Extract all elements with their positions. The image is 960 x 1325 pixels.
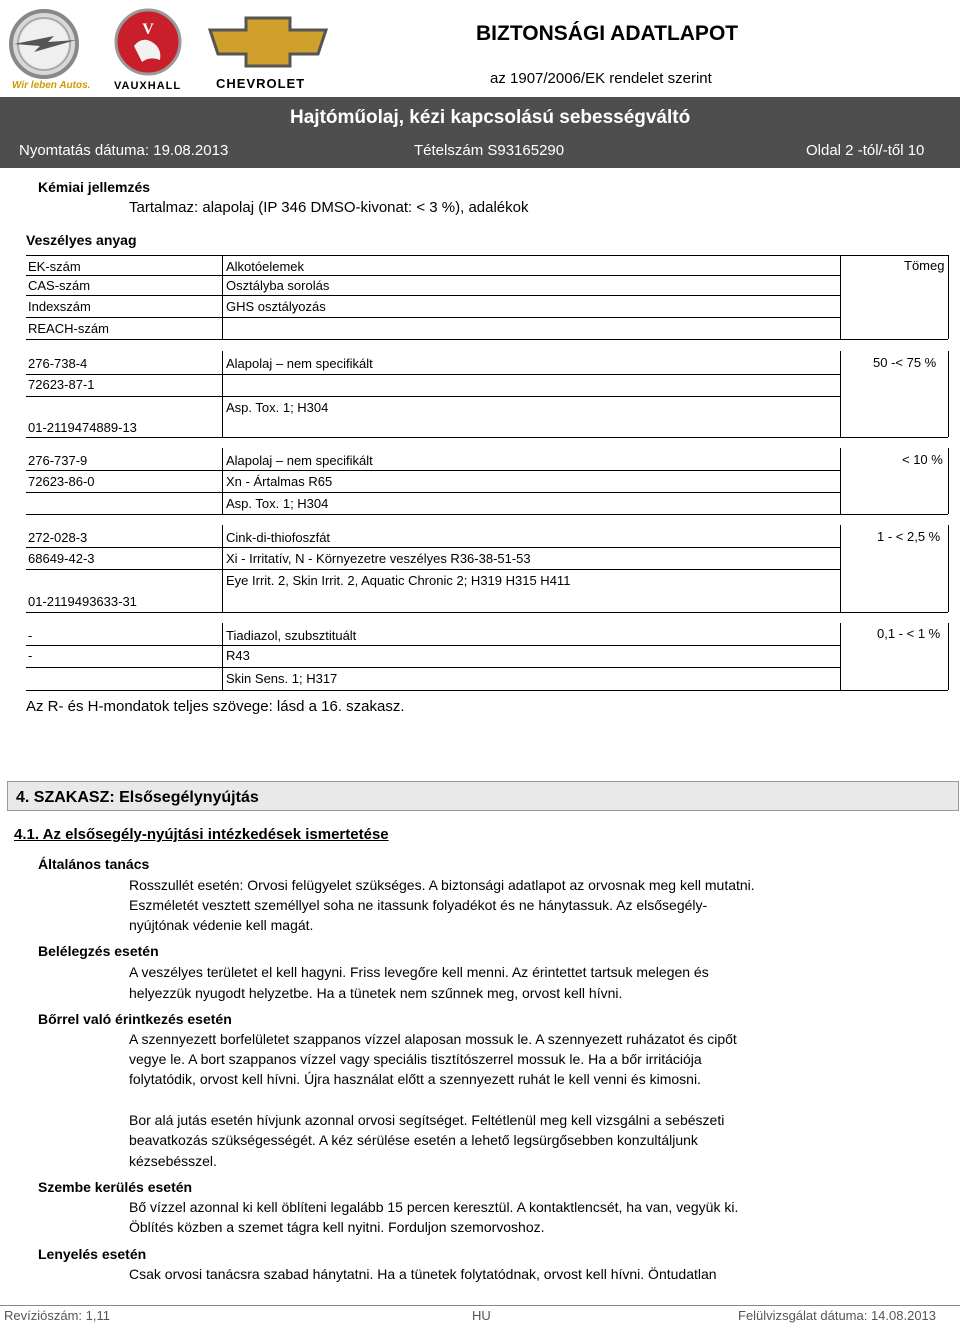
col-mass: Tömeg (904, 258, 945, 273)
revision-number: Revíziószám: 1,11 (4, 1308, 110, 1323)
table-row-3-name: Cink-di-thiofoszfát (226, 530, 331, 545)
table-row-2-name: Alapolaj – nem specifikált (226, 453, 373, 468)
table-row-2-mass: < 10 % (902, 452, 943, 467)
hazardous-heading: Veszélyes anyag (26, 232, 137, 248)
table-row-1-ek: 276-738-4 (28, 356, 88, 371)
general-advice-line-3: nyújtónak védenie kell magát. (129, 917, 314, 933)
table-row-2-ek: 276-737-9 (28, 453, 88, 468)
table-row-4-class: R43 (226, 648, 250, 663)
table-row-3-reach: 01-2119493633-31 (28, 594, 137, 609)
inhalation-line-2: helyezzük nyugodt helyzetbe. Ha a tünetek nem szűnnek meg, orvost kell hívni. (129, 985, 623, 1001)
skin-contact-line-1: A szennyezett borfelületet szappanos vízzel alaposan mossuk le. A szennyezett ruházatot és cipőt (129, 1031, 737, 1047)
table-row-4-ghs: Skin Sens. 1; H317 (226, 671, 338, 686)
skin-contact-line-6: kézsebésszel. (129, 1153, 217, 1169)
product-header-band (0, 97, 960, 168)
chemical-content: Tartalmaz: alapolaj (IP 346 DMSO-kivonat: < 3 %), adalékok (129, 199, 529, 216)
general-advice-heading: Általános tanács (38, 856, 150, 872)
col-component: Alkotóelemek (226, 259, 305, 274)
table-row-2-ghs: Asp. Tox. 1; H304 (226, 496, 329, 511)
skin-contact-line-5: beavatkozás szükségességét. A kéz sérülése esetén a lehető legsürgősebben konzultáljunk (129, 1132, 698, 1148)
col-ek: EK-szám (28, 259, 81, 274)
skin-contact-line-3: folytatódik, orvost kell hívni. Újra használat előtt a szennyezett ruhát le kell venni és kimosni. (129, 1071, 701, 1087)
hazard-statement-note: Az R- és H-mondatok teljes szövege: lásd a 16. szakasz. (26, 698, 405, 715)
print-date: Nyomtatás dátuma: 19.08.2013 (19, 142, 229, 159)
skin-contact-line-2: vegye le. A bort szappanos vízzel vagy speciális tisztítószerrel mossuk le. Ha a bőr irritációja (129, 1051, 702, 1067)
vauxhall-logo (112, 6, 184, 94)
table-row-3-cas: 68649-42-3 (28, 551, 95, 566)
chemical-heading: Kémiai jellemzés (38, 179, 151, 195)
section-4-header (7, 781, 959, 811)
table-row-4-mass: 0,1 - < 1 % (877, 626, 941, 641)
table-row-3-ek: 272-028-3 (28, 530, 88, 545)
vauxhall-wordmark: VAUXHALL (114, 80, 182, 92)
col-classification: Osztályba sorolás (226, 278, 330, 293)
eye-contact-line-1: Bő vízzel azonnal ki kell öblíteni legalább 15 percen keresztül. A kontaktlencsét, ha van, vegyük ki. (129, 1199, 739, 1215)
table-row-1-name: Alapolaj – nem specifikált (226, 356, 373, 371)
table-row-3-class: Xi - Irritatív, N - Környezetre veszélyes R36-38-51-53 (226, 551, 531, 566)
ingestion-heading: Lenyelés esetén (38, 1246, 147, 1262)
table-row-3-ghs: Eye Irrit. 2, Skin Irrit. 2, Aquatic Chronic 2; H319 H315 H411 (226, 573, 571, 588)
eye-contact-line-2: Öblítés közben a szemet tágra kell nyitni. Forduljon szemorvoshoz. (129, 1219, 545, 1235)
table-row-2-cas: 72623-86-0 (28, 474, 95, 489)
opel-logo (4, 6, 91, 94)
col-reach: REACH-szám (28, 321, 109, 336)
inhalation-heading: Belélegzés esetén (38, 943, 159, 959)
inhalation-line-1: A veszélyes területet el kell hagyni. Friss levegőre kell menni. Az érintettet tartsuk melegen és (129, 964, 709, 980)
table-row-1-reach: 01-2119474889-13 (28, 420, 137, 435)
eye-contact-heading: Szembe kerülés esetén (38, 1179, 193, 1195)
table-row-4-name: Tiadiazol, szubsztituált (226, 628, 357, 643)
ingestion-line-1: Csak orvosi tanácsra szabad hánytatni. Ha a tünetek folytatódnak, orvost kell hívni. Öntudatlan (129, 1266, 717, 1282)
col-index: Indexszám (28, 299, 91, 314)
col-ghs: GHS osztályozás (226, 299, 326, 314)
table-row-1-ghs: Asp. Tox. 1; H304 (226, 400, 329, 415)
svg-text:V: V (142, 21, 154, 38)
product-name: Hajtóműolaj, kézi kapcsolású sebességváltó (290, 107, 691, 128)
chevrolet-logo (208, 12, 328, 94)
section-4-title: 4. SZAKASZ: Elsősegélynyújtás (16, 789, 259, 806)
chevrolet-wordmark: CHEVROLET (216, 76, 306, 91)
section-4-1-subtitle: 4.1. Az elsősegély-nyújtási intézkedések ismertetése (14, 826, 389, 843)
col-cas: CAS-szám (28, 278, 91, 293)
page-number: Oldal 2 -tól/-től 10 (806, 142, 925, 159)
review-date: Felülvizsgálat dátuma: 14.08.2013 (738, 1308, 937, 1323)
table-row-4-cas: - (28, 648, 33, 663)
table-row-1-cas: 72623-87-1 (28, 377, 95, 392)
regulation-subtitle: az 1907/2006/EK rendelet szerint (490, 70, 712, 87)
table-row-4-ek: - (28, 628, 33, 643)
skin-contact-line-4: Bor alá jutás esetén hívjunk azonnal orvosi segítséget. Feltétlenül meg kell vizsgálni a sebészeti (129, 1112, 725, 1128)
skin-contact-heading: Bőrrel való érintkezés esetén (38, 1011, 232, 1027)
table-row-1-mass: 50 -< 75 % (873, 355, 937, 370)
general-advice-line-2: Eszméletét vesztett személlyel soha ne itassunk folyadékot és ne hánytassuk. Az elsősegély- (129, 897, 708, 913)
language-code: HU (472, 1308, 491, 1323)
document-title: BIZTONSÁGI ADATLAPOT (476, 22, 739, 45)
table-row-3-mass: 1 - < 2,5 % (877, 529, 941, 544)
opel-tagline: Wir leben Autos. (12, 80, 91, 91)
table-row-2-class: Xn - Ártalmas R65 (226, 474, 333, 489)
item-number: Tételszám S93165290 (414, 142, 565, 159)
general-advice-line-1: Rosszullét esetén: Orvosi felügyelet szükséges. A biztonsági adatlapot az orvosnak meg kell mutatni. (129, 877, 755, 893)
